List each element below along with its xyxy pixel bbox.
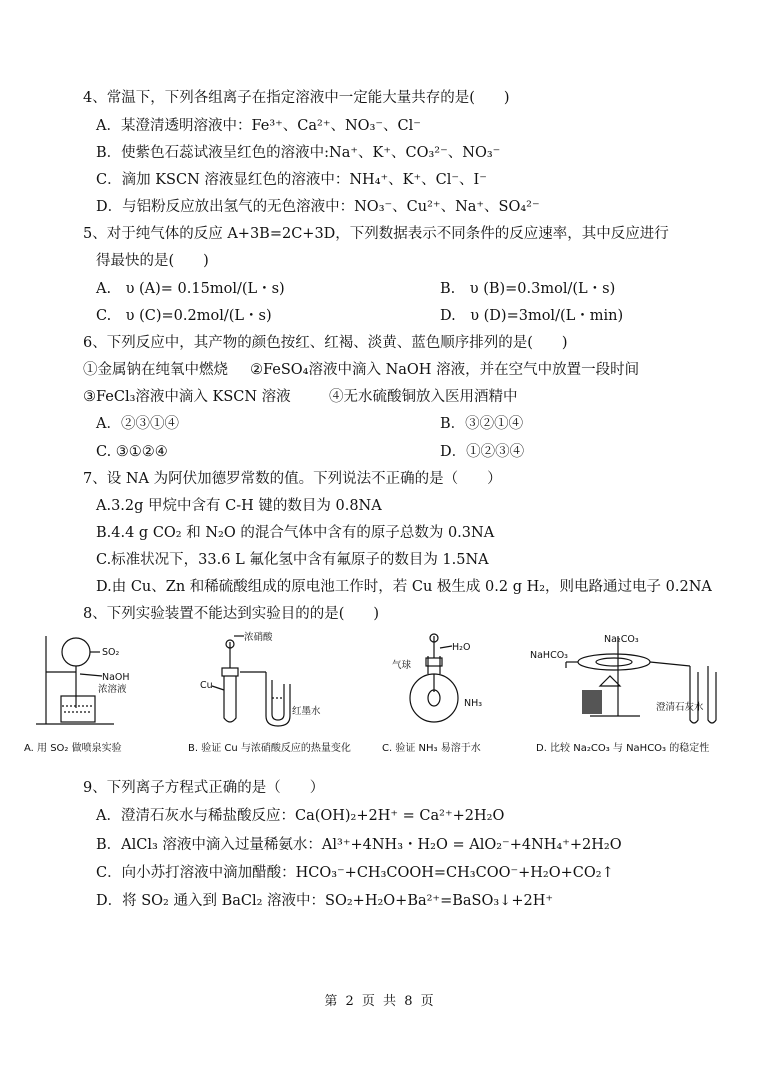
label-nahco3: NaHCO₃	[530, 650, 568, 661]
q4-stem: 4、常温下，下列各组离子在指定溶液中一定能大量共存的是( )	[83, 90, 510, 106]
q6-item-2: ②FeSO₄溶液中滴入 NaOH 溶液，并在空气中放置一段时间	[250, 362, 640, 378]
q7-option-d: D.由 Cu、Zn 和稀硫酸组成的原电池工作时，若 Cu 极生成 0.2 g H₂，则电路通过电子 0.2NA	[96, 579, 712, 595]
q5-stem-line1: 5、对于纯气体的反应 A+3B=2C+3D，下列数据表示不同条件的反应速率，其中反应进行	[83, 226, 669, 242]
q7-option-b: B.4.4 g CO₂ 和 N₂O 的混合气体中含有的原子总数为 0.3NA	[96, 525, 495, 541]
q4-option-a: A．某澄清透明溶液中：Fe³⁺、Ca²⁺、NO₃⁻、Cl⁻	[96, 118, 421, 134]
figure-c-caption: C. 验证 NH₃ 易溶于水	[382, 743, 481, 754]
q6-option-b: B．③②①④	[440, 416, 524, 432]
label-limewater: 澄清石灰水	[656, 702, 704, 713]
figure-a-caption: A. 用 SO₂ 做喷泉实验	[24, 743, 122, 754]
label-red-ink: 红墨水	[292, 706, 321, 717]
q5-option-b: B. υ (B)=0.3mol/(L・s)	[440, 281, 616, 297]
q9-option-d: D．将 SO₂ 通入到 BaCl₂ 溶液中：SO₂+H₂O+Ba²⁺=BaSO₃↓+2H⁺	[96, 893, 553, 909]
stability-apparatus-diagram	[530, 628, 740, 728]
q5-option-d: D. υ (D)=3mol/(L・min)	[440, 308, 624, 324]
q6-item-4: ④无水硫酸铜放入医用酒精中	[329, 389, 518, 405]
q6-option-c: C. ③①②④	[96, 444, 168, 460]
q4-option-d: D．与铝粉反应放出氢气的无色溶液中：NO₃⁻、Cu²⁺、Na⁺、SO₄²⁻	[96, 199, 540, 215]
q5-option-c: C. υ (C)=0.2mol/(L・s)	[96, 308, 272, 324]
q9-option-a: A．澄清石灰水与稀盐酸反应：Ca(OH)₂+2H⁺ = Ca²⁺+2H₂O	[96, 808, 505, 824]
q4-option-b: B．使紫色石蕊试液呈红色的溶液中:Na⁺、K⁺、CO₃²⁻、NO₃⁻	[96, 145, 501, 161]
page-footer: 第 2 页 共 8 页	[324, 994, 436, 1009]
figure-d-caption: D. 比较 Na₂CO₃ 与 NaHCO₃ 的稳定性	[536, 743, 710, 754]
q4-option-c: C．滴加 KSCN 溶液显红色的溶液中：NH₄⁺、K⁺、Cl⁻、I⁻	[96, 172, 487, 188]
label-conc-nitric-acid: 浓硝酸	[244, 632, 273, 643]
figure-b-heat-change	[188, 628, 358, 758]
q9-option-b: B．AlCl₃ 溶液中滴入过量稀氨水：Al³⁺+4NH₃・H₂O = AlO₂⁻+4NH₄⁺+2H₂O	[96, 837, 622, 853]
label-h2o: H₂O	[452, 642, 471, 653]
q6-stem: 6、下列反应中，其产物的颜色按红、红褐、淡黄、蓝色顺序排列的是( )	[83, 335, 568, 351]
q9-option-c: C．向小苏打溶液中滴加醋酸：HCO₃⁻+CH₃COOH=CH₃COO⁻+H₂O+CO₂↑	[96, 865, 614, 881]
label-balloon: 气球	[392, 660, 412, 671]
q7-stem: 7、设 NA 为阿伏加德罗常数的值。下列说法不正确的是（ ）	[83, 471, 502, 487]
q9-stem: 9、下列离子方程式正确的是（ ）	[83, 780, 325, 796]
q8-stem: 8、下列实验装置不能达到实验目的的是( )	[83, 606, 380, 622]
figure-c-nh3	[382, 628, 512, 758]
figure-a-fountain	[24, 628, 174, 758]
label-so2: SO₂	[102, 647, 120, 658]
q5-option-a: A. υ (A)= 0.15mol/(L・s)	[96, 281, 285, 297]
label-cu: Cu	[200, 680, 213, 691]
figure-d-stability	[530, 628, 740, 758]
figure-b-caption: B. 验证 Cu 与浓硝酸反应的热量变化	[188, 743, 351, 754]
q6-item-3: ③FeCl₃溶液中滴入 KSCN 溶液	[83, 389, 291, 405]
q6-option-d: D．①②③④	[440, 444, 525, 460]
heat-change-apparatus-diagram	[188, 628, 358, 728]
fountain-apparatus-diagram	[24, 628, 174, 728]
q7-option-a: A.3.2g 甲烷中含有 C-H 键的数目为 0.8NA	[96, 498, 382, 514]
q6-option-a: A．②③①④	[96, 416, 179, 432]
q5-stem-line2: 得最快的是( )	[96, 253, 209, 269]
label-na2co3: Na₂CO₃	[604, 634, 639, 645]
q6-item-1: ①金属钠在纯氧中燃烧	[83, 362, 228, 378]
label-nh3: NH₃	[464, 698, 483, 709]
label-concentrated-solution: 浓溶液	[98, 684, 127, 695]
nh3-apparatus-diagram	[382, 628, 512, 728]
label-naoh: NaOH	[102, 672, 130, 683]
q7-option-c: C.标准状况下，33.6 L 氟化氢中含有氟原子的数目为 1.5NA	[96, 552, 489, 568]
